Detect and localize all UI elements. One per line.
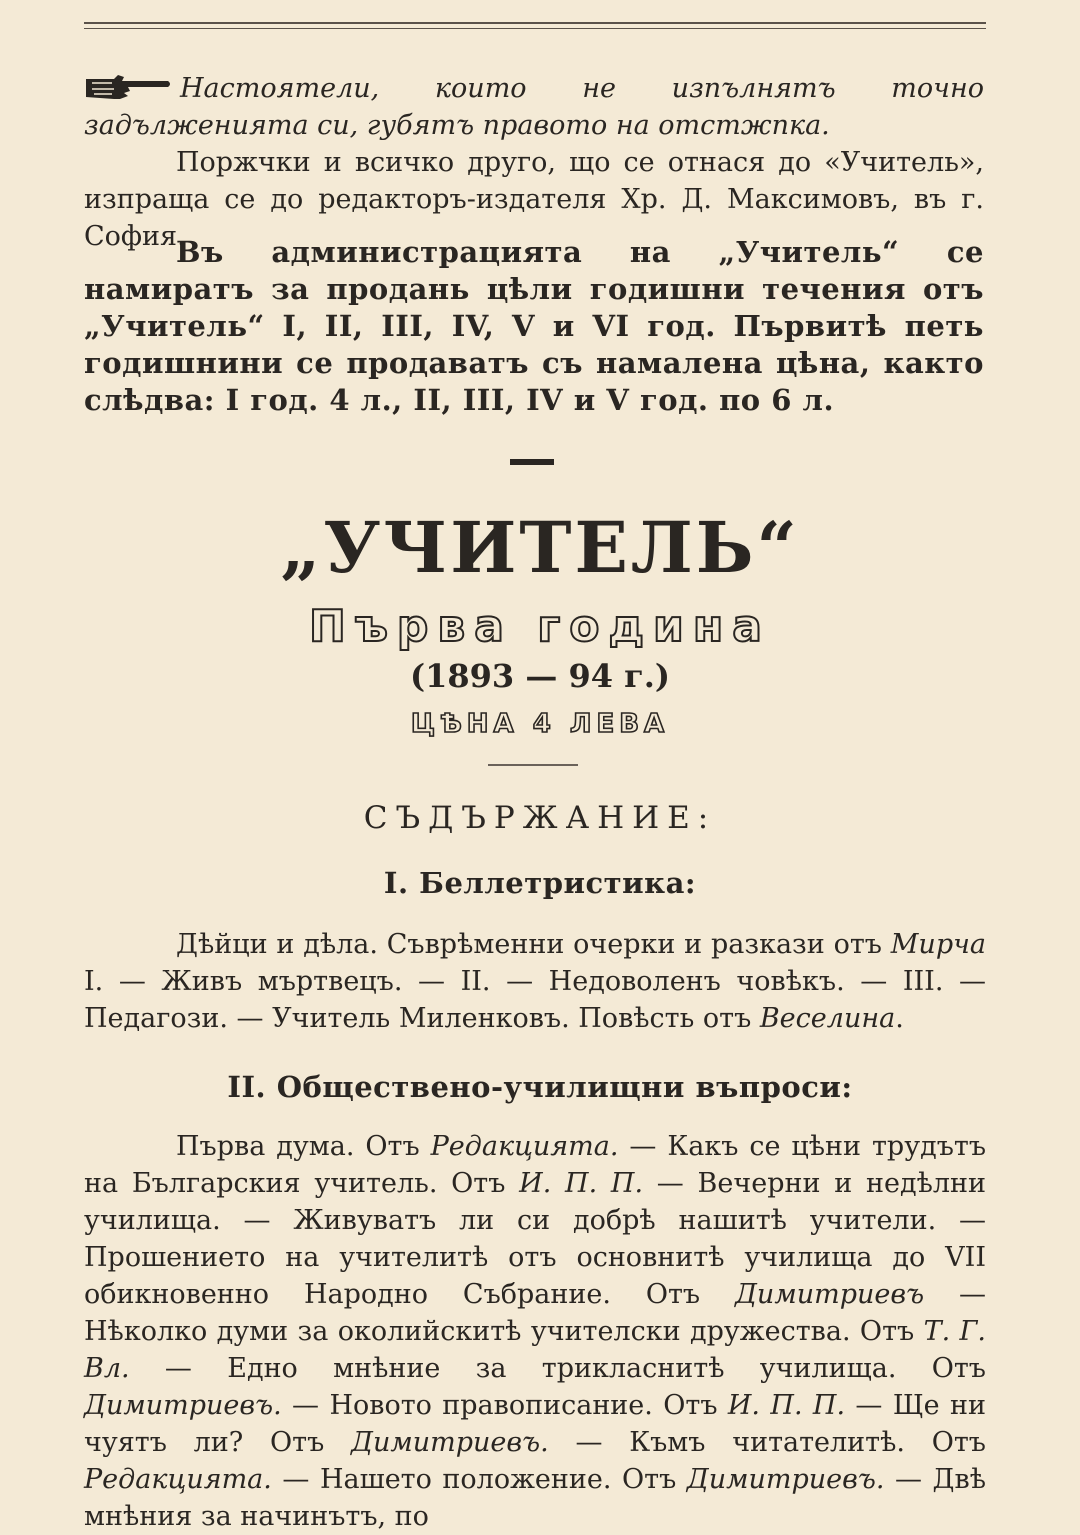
price-label: ЦѢНА 4 ЛЕВА <box>410 709 670 739</box>
warning-paragraph <box>84 70 984 144</box>
author-name: Димитриевъ. <box>84 1390 282 1421</box>
author-name: Димитриевъ. <box>686 1464 885 1495</box>
year-title: Първа година <box>309 601 771 652</box>
text-run: Първа дума. Отъ <box>176 1131 431 1162</box>
author-name: Мирча <box>890 929 986 960</box>
administration-paragraph: Въ администрацията на „Учитель“ се намиратъ за продань цѣли годишни течения отъ „Учитель“ I, II, III, IV, V и VI год. Първитѣ петь годишнини се продаватъ съ намалена цѣна, както слѣдва: I год. 4 л., II, III, IV и V год. по 6 л. <box>84 235 984 417</box>
contents-heading: СЪДЪРЖАНИЕ: <box>363 800 717 836</box>
text-run: — Къмъ читателитѣ. Отъ <box>548 1427 986 1458</box>
years-range: (1893 — 94 г.) <box>409 657 671 695</box>
author-name: Димитриевъ. <box>351 1427 549 1458</box>
text-run: — Двѣ мнѣния за начинътъ, по <box>84 1464 986 1532</box>
text-run: — Нѣколко думи за околийскитѣ учителски дружества. Отъ <box>84 1279 986 1347</box>
text-run: — Едно мнѣние за трикласнитѣ училища. Отъ <box>129 1353 986 1384</box>
text-run: . <box>895 1003 904 1034</box>
header-rule-thin <box>84 28 986 29</box>
header-rule <box>84 22 986 24</box>
warning-text: Настоятели, които не изпълнятъ точно задълженията си, губятъ правото на отстжпка. <box>84 73 984 141</box>
section-text-belles-lettres <box>84 926 986 1037</box>
section-heading-school-questions: II. Обществено-училищни въпроси: <box>227 1070 853 1104</box>
text-run: Дѣйци и дѣла. Съврѣменни очерки и разкази отъ <box>176 929 891 960</box>
author-name: Веселина <box>759 1003 896 1034</box>
section-heading-belles-lettres: I. Беллетристика: <box>383 866 697 900</box>
section-text-school-questions <box>84 1128 986 1535</box>
section-divider <box>510 459 554 465</box>
text-run: — Ще ни чуятъ ли? Отъ <box>84 1390 986 1458</box>
orders-paragraph: Поржчки и всичко друго, що се отнася до «Учитель», изпраща се до редакторъ-издателя Хр. Д. Максимовъ, въ г. София. <box>84 147 984 252</box>
text-run: — Нашето положение. Отъ <box>271 1464 687 1495</box>
author-name: И. П. П. <box>727 1390 846 1421</box>
text-run: — Вечерни и недѣлни училища. — Живуватъ ли си добрѣ нашитѣ учители. — Прошението на учителитѣ отъ основнитѣ училища до VII обикновенно Народно Събрание. Отъ <box>84 1168 986 1310</box>
magazine-title: „УЧИТЕЛЬ“ <box>280 506 800 589</box>
author-name: Редакцията. <box>84 1464 272 1495</box>
divider-rule <box>488 764 578 766</box>
pointing-hand-icon <box>84 71 172 103</box>
text-run: — Какъ се цѣни трудътъ на Българския учитель. Отъ <box>84 1131 986 1199</box>
author-name: И. П. П. <box>519 1168 644 1199</box>
text-run: — Новото правописание. Отъ <box>281 1390 728 1421</box>
text-run: I. — Живъ мъртвецъ. — II. — Недоволенъ човѣкъ. — III. — Педагози. — Учитель Миленковъ. Повѣсть отъ <box>84 966 986 1034</box>
author-name: Редакцията. <box>430 1131 619 1162</box>
author-name: Димитриевъ <box>734 1279 925 1310</box>
subscriber-notice <box>84 70 984 255</box>
author-name: Т. Г. Вл. <box>84 1316 986 1384</box>
